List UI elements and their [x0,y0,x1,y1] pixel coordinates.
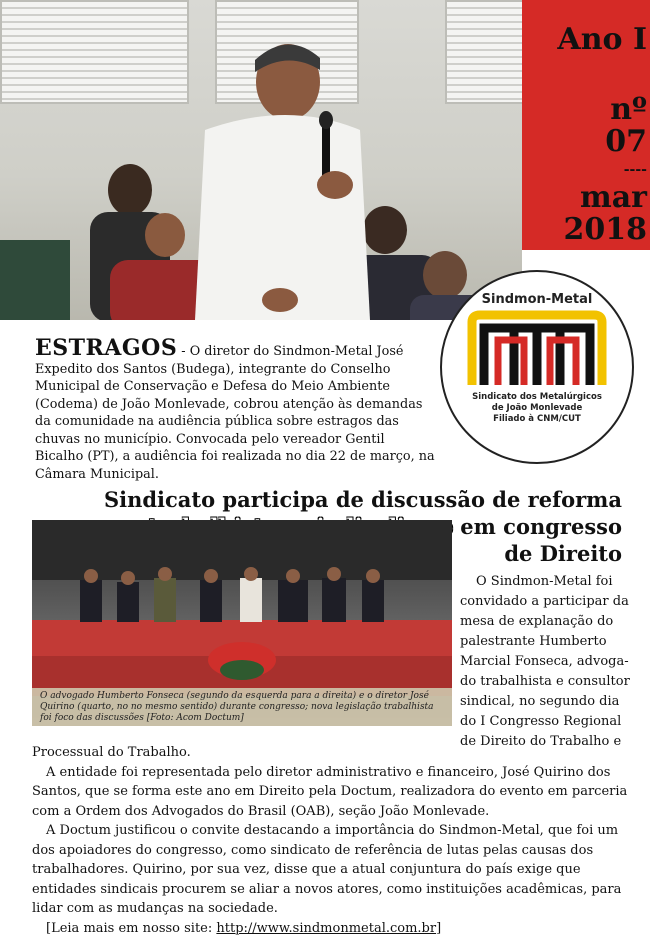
congress-photo [32,520,452,726]
logo-subtitle-line1: Sindicato dos Metalúrgicos [472,392,602,402]
story-body [32,743,630,938]
top-story [35,335,435,483]
photo-caption-text: O advogado Humberto Fonseca (segundo da esquerda para a direita) e o diretor José Quirino (quarto, no no mesmo sentido) durante congresso; nova legislação trabalhista foi foco das discussões [Foto: Acom Doctum] [40,691,434,723]
edition-year: 2018 [563,212,647,247]
story-column-text [460,572,630,752]
logo-subtitle [442,392,632,425]
top-story-keyword: ESTRAGOS [35,335,178,361]
edition-year-label: Ano I [557,22,647,57]
hero-photo [0,0,522,320]
logo-name: Sindmon-Metal [481,292,593,307]
headline-line2-rest: em congresso [452,514,622,539]
edition-number-symbol: nº [610,92,647,127]
paragraph-continuation: Processual do Trabalho. [32,745,191,760]
site-link[interactable]: http://www.sindmonmetal.com.br [216,920,437,936]
logo-mark-icon [462,310,612,390]
edition-number: 07 [605,124,647,159]
read-more [32,919,630,939]
headline-line1: Sindicato participa de discussão de reforma [103,487,622,512]
edition-separator: ---- [623,162,647,178]
logo-subtitle-line3: Filiado à CNM/CUT [493,414,581,424]
photo-caption [32,688,452,726]
edition-month: mar [580,180,647,215]
top-story-text: - O diretor do Sindmon-Metal José Expedito dos Santos (Budega), integrante do Conselho Municipal de Conservação e Defesa do Meio Ambiente (Codema) de João Monlevade, cobrou atenção às demandas da comunidade na audiência pública sobre estragos das chuvas no município. Convocada pelo vereador Gentil Bicalho (PT), a audiência foi realizada no dia 22 de março, na Câmara Municipal. [35,344,435,482]
paragraph-3: A Doctum justificou o convite destacando a importância do Sindmon-Metal, que foi um dos apoiadores do congresso, como sindicato de referência de lutas pelas causas dos trabalhadores. Quirino, por sua vez, disse que a atual conjuntura do país exige que entidades sindicais procurem se aliar a novos atores, como instituições acadêmicas, para lidar com as mudanças na sociedade. [32,823,622,916]
union-logo [440,270,634,464]
read-more-suffix: ] [436,920,442,936]
headline-line3: de Direito [504,541,622,566]
audience-illustration [0,0,522,320]
paragraph-2: A entidade foi representada pelo diretor administrativo e financeiro, José Quirino dos Santos, que se forma este ano em Direito pela Doctum, realizadora do evento em parceria com a Ordem dos Advogados do Brasil (OAB), seção João Monlevade. [32,764,628,819]
read-more-prefix: [Leia mais em nosso site: [46,920,217,936]
column-text: O Sindmon-Metal foi convidado a participar da mesa de explanação do palestrante Humberto Marcial Fonseca, advoga-do trabalhista e consultor sindical, no segundo dia do I Congresso Regional de Direito do Trabalho e [460,574,630,749]
logo-subtitle-line2: de João Monlevade [491,403,583,413]
